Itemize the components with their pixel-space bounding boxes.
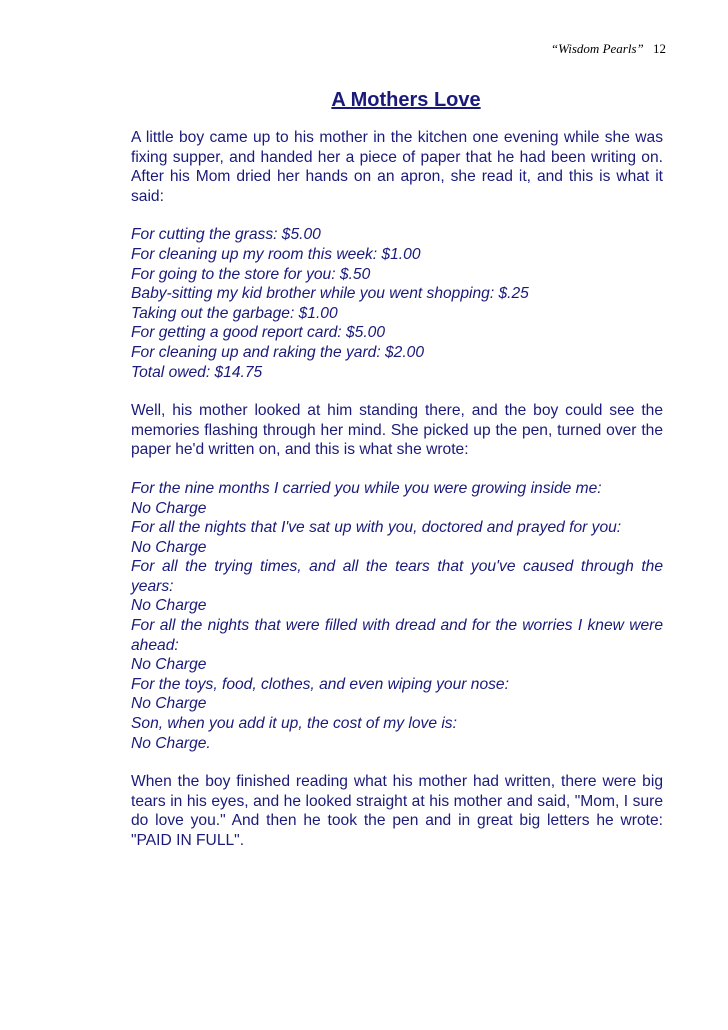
page-number: 12 [653,41,666,56]
intro-paragraph: A little boy came up to his mother in the kitchen one evening while she was fixing supper, and handed her a piece of paper that he had been writing on. After his Mom dried her hands on an apron, she read it, and this is what it said: [131,129,663,205]
bill-item: For going to the store for you: $.50 [131,265,371,283]
bill-item: Baby-sitting my kid brother while you went shopping: $.25 [131,285,529,303]
book-title: “Wisdom Pearls” [550,41,644,56]
bill-item: For cleaning up my room this week: $1.00 [131,245,421,263]
boy-bill-list [131,225,663,382]
story-title: A Mothers Love [331,89,481,111]
bill-item: For getting a good report card: $5.00 [131,324,385,342]
reply-line: For the nine months I carried you while you were growing inside me: [131,479,602,497]
middle-paragraph: Well, his mother looked at him standing there, and the boy could see the memories flashing through her mind. She picked up the pen, turned over the paper he'd written on, and this is what she wrote: [131,402,663,459]
bill-item: For cutting the grass: $5.00 [131,226,321,244]
mother-reply-list [131,479,663,753]
bill-total: Total owed: $14.75 [131,363,263,381]
running-header [551,41,666,57]
reply-charge: No Charge [131,656,207,674]
ending-paragraph: When the boy finished reading what his mother had written, there were big tears in his eyes, and he looked straight at his mother and said, "Mom, I sure do love you." And then he took the pen and in great big letters he wrote: "PAID IN FULL". [131,773,663,849]
reply-line: For all the trying times, and all the tears that you've caused through the years: [131,558,663,595]
story-body [131,128,663,870]
reply-line: For the toys, food, clothes, and even wiping your nose: [131,675,509,693]
reply-charge: No Charge [131,499,207,517]
bill-item: Taking out the garbage: $1.00 [131,304,338,322]
reply-charge: No Charge [131,597,207,615]
reply-line: For all the nights that I've sat up with you, doctored and prayed for you: [131,519,622,537]
reply-charge: No Charge [131,695,207,713]
reply-line: For all the nights that were filled with dread and for the worries I knew were ahead: [131,617,663,654]
bill-item: For cleaning up and raking the yard: $2.00 [131,343,425,361]
reply-charge: No Charge [131,538,207,556]
reply-charge: No Charge. [131,734,211,752]
reply-line: Son, when you add it up, the cost of my love is: [131,715,457,733]
